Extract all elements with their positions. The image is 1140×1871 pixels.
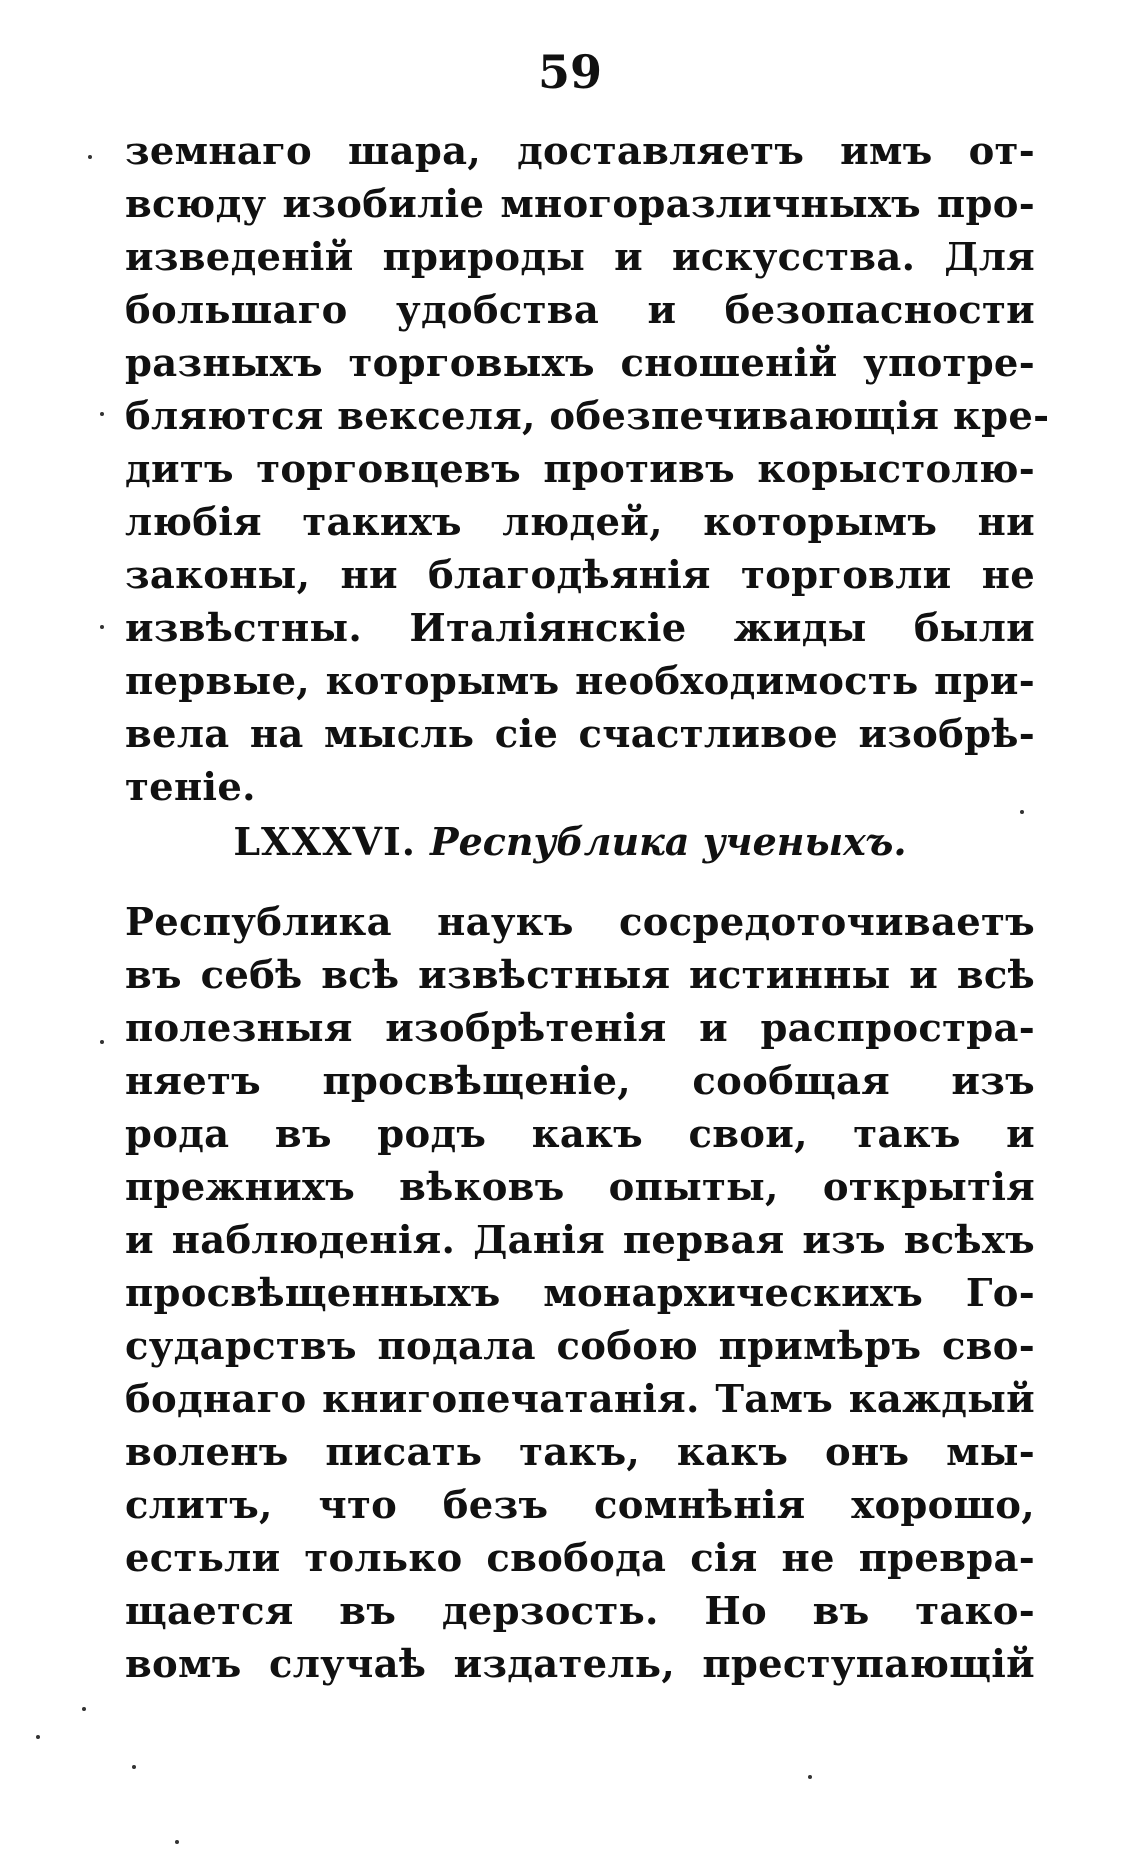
text-line: вомъ случаѣ издатель, преступающій — [125, 1642, 1035, 1687]
text-line: сударствъ подала собою примѣръ сво- — [125, 1324, 1035, 1369]
ink-speck — [1020, 810, 1024, 814]
ink-speck — [88, 155, 92, 159]
text-line: слитъ, что безъ сомнѣнія хорошо, — [125, 1483, 1035, 1528]
text-line: вела на мысль сіе счастливое изобрѣ- — [125, 712, 1035, 757]
section-heading — [0, 812, 1140, 872]
text-line: теніе. — [125, 765, 256, 810]
paragraph-commerce — [125, 125, 1050, 814]
text-line: няетъ просвѣщеніе, сообщая изъ — [125, 1059, 1035, 1104]
ink-speck — [36, 1735, 40, 1739]
ink-speck — [100, 412, 104, 416]
text-line: щается въ дерзость. Но въ тако- — [125, 1589, 1035, 1634]
text-line: земнаго шара, доставляетъ имъ от- — [125, 129, 1035, 174]
ink-speck — [132, 1765, 136, 1769]
text-line: законы, ни благодѣянія торговли не — [125, 553, 1035, 598]
text-line: большаго удобства и безопасности — [125, 288, 1035, 333]
text-line: дитъ торговцевъ противъ корыстолю- — [125, 447, 1035, 492]
ink-speck — [100, 1040, 104, 1044]
page-number: 59 — [537, 45, 602, 99]
text-line: рода въ родъ какъ свои, такъ и — [125, 1112, 1035, 1157]
text-line: разныхъ торговыхъ сношеній употре- — [125, 341, 1035, 386]
text-line: изведеній природы и искусства. Для — [125, 235, 1035, 280]
text-line: естьли только свобода сія не превра- — [125, 1536, 1035, 1581]
text-line: просвѣщенныхъ монархическихъ Го- — [125, 1271, 1035, 1316]
paragraph-republic-of-letters — [125, 896, 1035, 1691]
text-line: первые, которымъ необходимость при- — [125, 659, 1035, 704]
text-line: Республика наукъ сосредоточиваетъ — [125, 900, 1035, 945]
ink-speck — [808, 1775, 812, 1779]
text-line: извѣстны. Италіянскіе жиды были — [125, 606, 1035, 651]
ink-speck — [175, 1840, 179, 1844]
text-line: боднаго книгопечатанія. Тамъ каждый — [125, 1377, 1035, 1422]
text-line: бляются векселя, обезпечивающія кре- — [125, 394, 1050, 439]
ink-speck — [82, 1707, 86, 1711]
section-numeral: LXXXVI. — [233, 819, 416, 864]
text-line: въ себѣ всѣ извѣстныя истинны и всѣ — [125, 953, 1035, 998]
text-line: воленъ писать такъ, какъ онъ мы- — [125, 1430, 1035, 1475]
text-line: любія такихъ людей, которымъ ни — [125, 500, 1035, 545]
text-line: прежнихъ вѣковъ опыты, открытія — [125, 1165, 1035, 1210]
section-title: Республика ученыхъ. — [430, 819, 907, 864]
text-line: полезныя изобрѣтенія и распростра- — [125, 1006, 1035, 1051]
ink-speck — [100, 625, 104, 629]
text-line: всюду изобиліе многоразличныхъ про- — [125, 182, 1035, 227]
text-line: и наблюденія. Данія первая изъ всѣхъ — [125, 1218, 1035, 1263]
